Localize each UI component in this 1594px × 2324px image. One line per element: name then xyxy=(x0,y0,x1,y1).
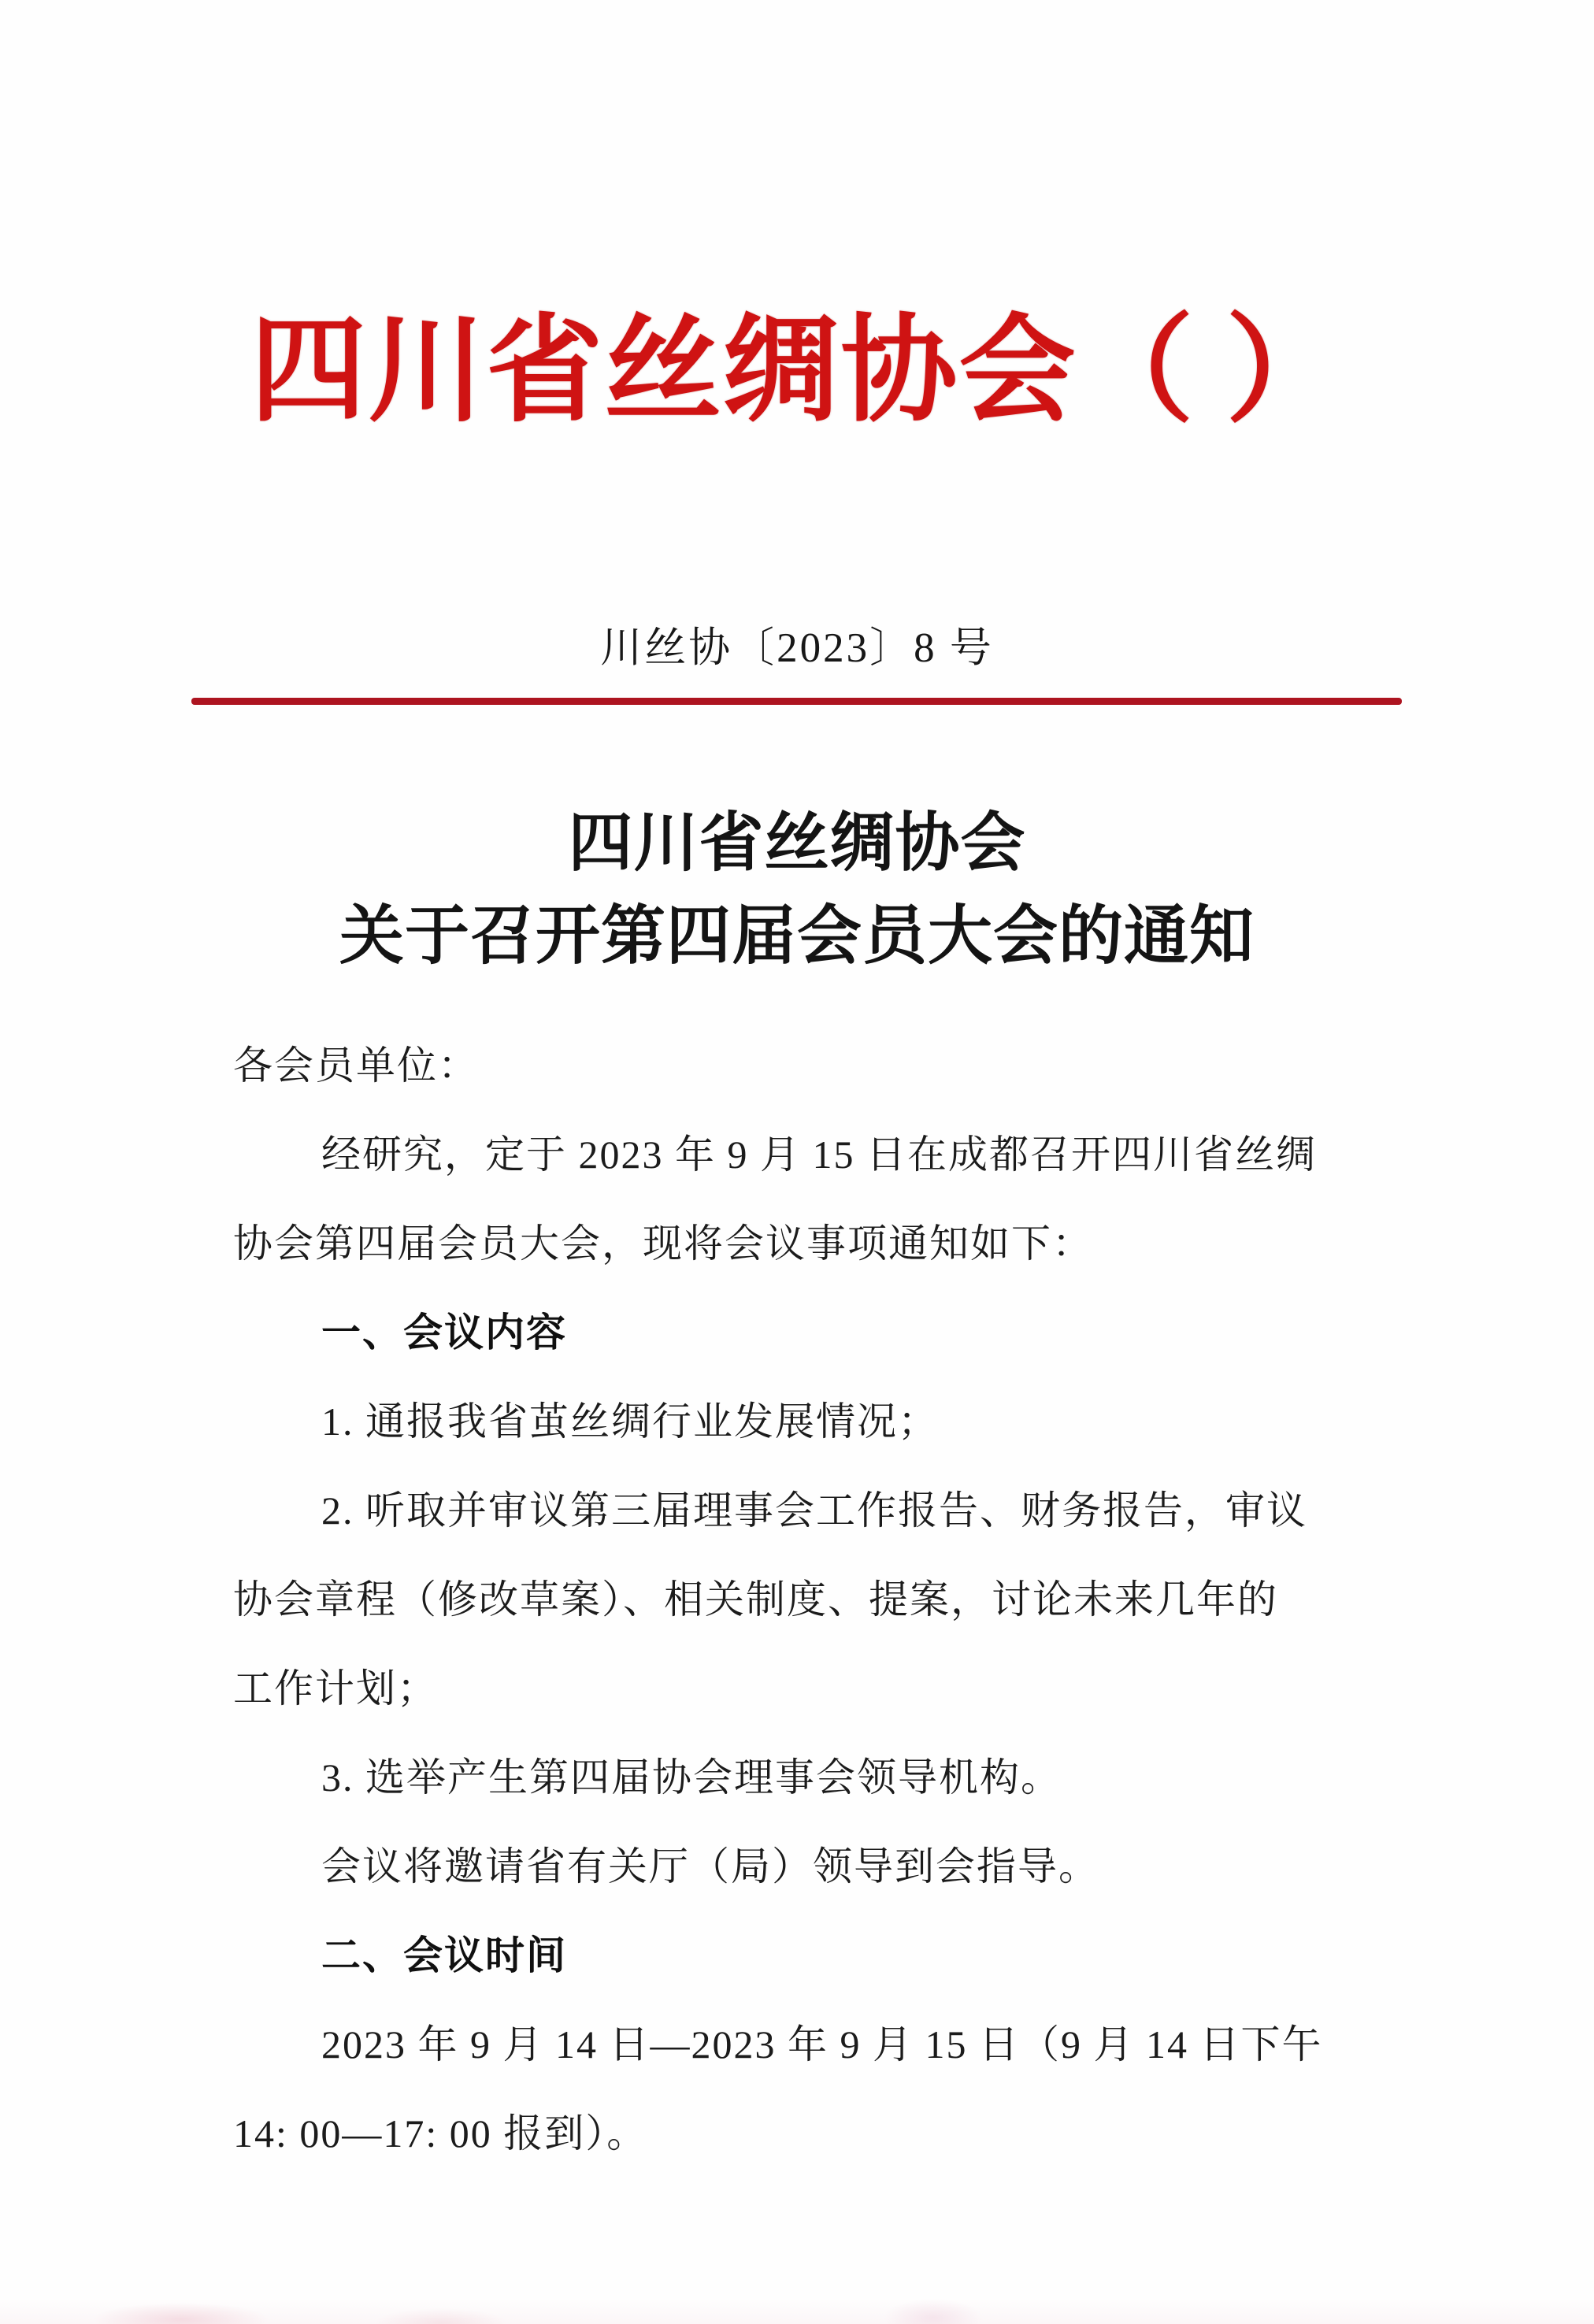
body-line: 二、会议时间 xyxy=(321,1933,567,1977)
document-number: 川丝协〔2023〕8 号 xyxy=(600,625,994,671)
notice-title xyxy=(0,797,1594,983)
scan-smudge-artifact xyxy=(0,2280,1594,2324)
body-line: 2023 年 9 月 14 日—2023 年 9 月 15 日（9 月 14 日下午 xyxy=(321,2022,1323,2066)
body-line: 协会章程（修改草案）、相关制度、提案，讨论未来几年的 xyxy=(233,1577,1278,1622)
body-line: 一、会议内容 xyxy=(321,1310,567,1355)
body-line: 各会员单位： xyxy=(233,1043,479,1088)
red-separator-line xyxy=(191,698,1402,705)
body-line: 3. 选举产生第四届协会理事会领导机构。 xyxy=(321,1755,1062,1800)
body-line: 会议将邀请省有关厅（局）领导到会指导。 xyxy=(321,1844,1099,1888)
body-line: 14: 00—17: 00 报到）。 xyxy=(233,2111,648,2155)
notice-title-line1: 四川省丝绸协会 xyxy=(568,807,1026,879)
body-line: 1. 通报我省茧丝绸行业发展情况； xyxy=(321,1399,939,1444)
body-line: 工作计划； xyxy=(233,1666,438,1711)
notice-title-line2: 关于召开第四届会员大会的通知 xyxy=(339,900,1255,972)
body-line: 2. 听取并审议第三届理事会工作报告、财务报告，审议 xyxy=(321,1488,1307,1533)
body-line: 经研究，定于 2023 年 9 月 15 日在成都召开四川省丝绸 xyxy=(321,1132,1317,1177)
body-text xyxy=(233,1021,1383,2178)
letterhead-title: 四川省丝绸协会（ ） xyxy=(250,307,1344,436)
body-line: 协会第四届会员大会，现将会议事项通知如下： xyxy=(233,1221,1093,1266)
